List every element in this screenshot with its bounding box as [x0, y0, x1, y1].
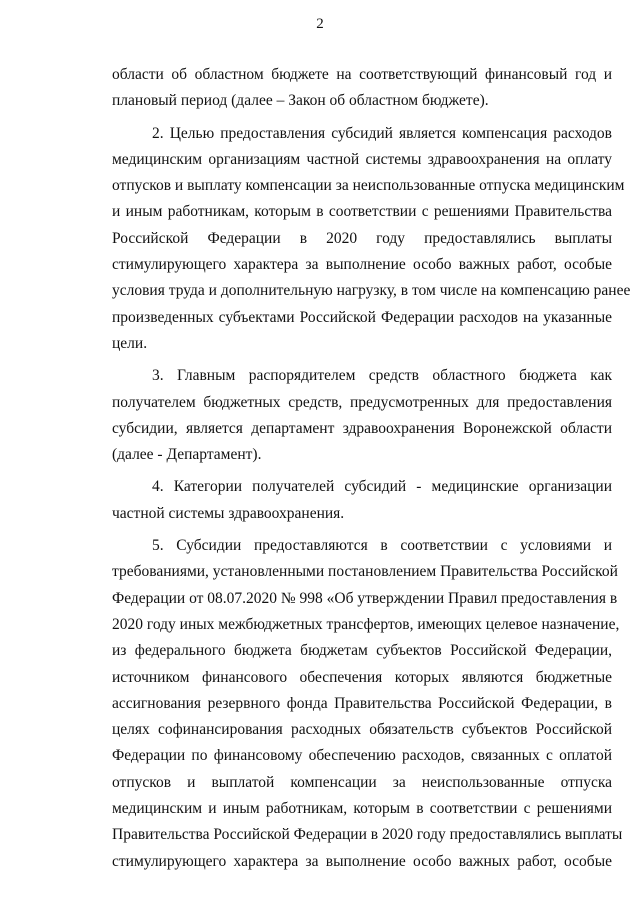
text-line: Российской Федерации в 2020 году предоставлялись выплаты	[112, 229, 612, 247]
text-line: произведенных субъектами Российской Федерации расходов на указанные	[112, 308, 612, 326]
document-body	[112, 62, 631, 875]
text-line: требованиями, установленными постановлением Правительства Российской	[112, 563, 618, 581]
text-line: стимулирующего характера за выполнение особо важных работ, особые	[112, 256, 612, 274]
text-line: Федерации по финансовому обеспечению расходов, связанных с оплатой	[112, 747, 612, 765]
text-line: 3. Главным распорядителем средств областного бюджета как	[152, 367, 612, 385]
text-line: 2020 году иных межбюджетных трансфертов, имеющих целевое назначение,	[112, 615, 620, 633]
text-line: отпусков и выплату компенсации за неиспользованные отпуска медицинским	[112, 177, 625, 195]
paragraph-2	[112, 121, 631, 358]
text-line: частной системы здравоохранения.	[112, 504, 345, 522]
text-line: и иным работникам, которым в соответствии с решениями Правительства	[112, 203, 612, 221]
text-line: отпусков и выплатой компенсации за неиспользованные отпуска	[112, 773, 612, 791]
text-line: Федерации от 08.07.2020 № 998 «Об утверждении Правил предоставления в	[112, 589, 618, 607]
text-line: условия труда и дополнительную нагрузку, в том числе на компенсацию ранее	[112, 282, 631, 300]
text-line: медицинским и иным работникам, которым в соответствии с решениями	[112, 800, 612, 818]
text-line: цели.	[112, 334, 148, 352]
text-line: получателем бюджетных средств, предусмотренных для предоставления	[112, 393, 612, 411]
text-line: из федерального бюджета бюджетам субъектов Российской Федерации,	[112, 642, 612, 660]
paragraph-continuation	[112, 62, 612, 115]
text-line: плановый период (далее – Закон об областном бюджете).	[112, 92, 489, 110]
text-line: источником финансового обеспечения которых являются бюджетные	[112, 668, 612, 686]
paragraph-5	[112, 533, 623, 875]
text-line: стимулирующего характера за выполнение особо важных работ, особые	[112, 852, 612, 870]
text-line: целях софинансирования расходных обязательств субъектов Российской	[112, 721, 612, 739]
page-number: 2	[316, 16, 324, 32]
text-line: 2. Целью предоставления субсидий является компенсация расходов	[152, 124, 612, 142]
text-line: области об областном бюджете на соответствующий финансовый год и	[112, 66, 612, 83]
text-line: медицинским организациям частной системы здравоохранения на оплату	[112, 150, 612, 168]
paragraph-4	[112, 474, 612, 527]
text-line: (далее - Департамент).	[112, 446, 262, 464]
text-line: 5. Субсидии предоставляются в соответствии с условиями и	[152, 537, 612, 555]
text-line: ассигнования резервного фонда Правительства Российской Федерации, в	[112, 694, 612, 712]
text-line: субсидии, является департамент здравоохранения Воронежской области	[112, 419, 612, 437]
paragraph-3	[112, 363, 612, 468]
text-line: Правительства Российской Федерации в 2020 году предоставлялись выплаты	[112, 826, 623, 844]
text-line: 4. Категории получателей субсидий - медицинские организации	[152, 478, 612, 496]
